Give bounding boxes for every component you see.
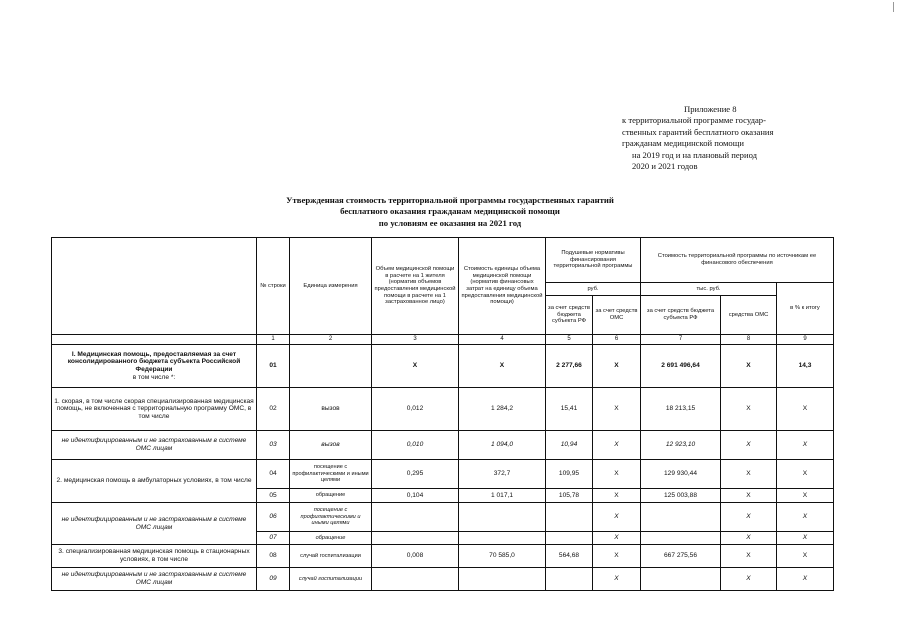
cost-table: [51, 237, 834, 591]
row-number: 02: [257, 388, 290, 431]
row-unit-cost: [459, 532, 546, 545]
row-volume: 0,012: [372, 388, 459, 431]
row-oms-rub: X: [593, 388, 641, 431]
row-unit-cost: 1 094,0: [459, 431, 546, 460]
row-oms-funds: X: [721, 532, 777, 545]
table-row: [52, 388, 834, 431]
row-percent: X: [777, 460, 834, 489]
header-row-number: № строки: [257, 238, 290, 335]
header-volume: Объем медицинской помощи в расчете на 1 жителя (норматив объемов предоставления медицинской помощи в расчете на 1 застрахованное лицо): [372, 238, 459, 335]
appendix-line: Приложение 8: [684, 104, 737, 114]
header-budget-rf: за счет средств бюджета субъекта РФ: [546, 296, 593, 335]
row-volume: [372, 532, 459, 545]
row-number: 03: [257, 431, 290, 460]
document-title: [230, 195, 670, 229]
column-number: 8: [721, 335, 777, 345]
row-budget-thousand: [641, 532, 721, 545]
row-percent: X: [777, 503, 834, 532]
row-volume: [372, 568, 459, 591]
row-budget-thousand: [641, 568, 721, 591]
row-unit-cost: [459, 503, 546, 532]
header-budget-rf-thousand: за счет средств бюджета субъекта РФ: [641, 296, 721, 335]
row-oms-funds: X: [721, 431, 777, 460]
row-number: 06: [257, 503, 290, 532]
row-number: 01: [257, 345, 290, 388]
row-budget-rub: 10,94: [546, 431, 593, 460]
row-budget-rub: 105,78: [546, 489, 593, 503]
row-number: 05: [257, 489, 290, 503]
row-oms-rub: X: [593, 431, 641, 460]
column-number: 6: [593, 335, 641, 345]
row-oms-rub: X: [593, 532, 641, 545]
row-oms-funds: X: [721, 545, 777, 568]
row-budget-thousand: 129 930,44: [641, 460, 721, 489]
row-name: не идентифицированным и не застрахованным в системе ОМС лицам: [52, 431, 257, 460]
column-number: 2: [290, 335, 372, 345]
row-percent: X: [777, 489, 834, 503]
row-percent: X: [777, 431, 834, 460]
title-line: бесплатного оказания гражданам медицинской помощи: [340, 206, 560, 217]
column-number: 4: [459, 335, 546, 345]
title-line: Утвержденная стоимость территориальной программы государственных гарантий: [286, 195, 614, 205]
row-name-cell: [52, 345, 257, 388]
row-unit: [290, 345, 372, 388]
row-budget-thousand: 125 003,88: [641, 489, 721, 503]
row-percent: X: [777, 545, 834, 568]
row-name: не идентифицированным и не застрахованным в системе ОМС лицам: [52, 568, 257, 591]
row-unit-cost: 372,7: [459, 460, 546, 489]
row-budget-thousand: [641, 503, 721, 532]
header-unit-rub: руб.: [546, 283, 641, 296]
row-unit: посещение с профилактическими и иными целями: [290, 503, 372, 532]
row-volume: 0,295: [372, 460, 459, 489]
row-oms-rub: X: [593, 545, 641, 568]
row-unit: обращение: [290, 532, 372, 545]
row-unit-cost: [459, 568, 546, 591]
row-budget-rub: 2 277,66: [546, 345, 593, 388]
row-oms-funds: X: [721, 568, 777, 591]
row-volume: 0,010: [372, 431, 459, 460]
row-percent: X: [777, 568, 834, 591]
row-oms-funds: X: [721, 388, 777, 431]
header-percent: в % к итогу: [777, 283, 834, 335]
appendix-note: [622, 104, 872, 172]
column-number: 3: [372, 335, 459, 345]
row-volume: [372, 503, 459, 532]
row-unit: обращение: [290, 489, 372, 503]
row-oms-funds: X: [721, 345, 777, 388]
row-number: 07: [257, 532, 290, 545]
row-volume: 0,008: [372, 545, 459, 568]
table-row: [52, 503, 834, 532]
row-oms-rub: X: [593, 503, 641, 532]
header-program-cost: Стоимость территориальной программы по источникам ее финансового обеспечения: [641, 238, 834, 283]
row-oms-rub: X: [593, 460, 641, 489]
column-number: 9: [777, 335, 834, 345]
row-percent: 14,3: [777, 345, 834, 388]
row-name-suffix: в том числе *:: [132, 373, 176, 381]
table-row: [52, 545, 834, 568]
header-blank-cell: [52, 238, 257, 335]
row-budget-thousand: 12 923,10: [641, 431, 721, 460]
row-name: не идентифицированным и не застрахованным в системе ОМС лицам: [52, 503, 257, 545]
column-number: 1: [257, 335, 290, 345]
row-oms-rub: X: [593, 489, 641, 503]
row-oms-funds: X: [721, 503, 777, 532]
row-number: 09: [257, 568, 290, 591]
header-oms-funds: средства ОМС: [721, 296, 777, 335]
row-name: 2. медицинская помощь в амбулаторных условиях, в том числе: [52, 460, 257, 503]
table-row: [52, 345, 834, 388]
header-oms: за счет средств ОМС: [593, 296, 641, 335]
row-budget-rub: [546, 503, 593, 532]
appendix-line: 2020 и 2021 годов: [632, 161, 698, 172]
row-name: 3. специализированная медицинская помощь в стационарных условиях, в том числе: [52, 545, 257, 568]
row-unit-cost: 1 284,2: [459, 388, 546, 431]
row-budget-rub: 15,41: [546, 388, 593, 431]
header-per-capita: Подушевые нормативы финансирования территориальной программы: [546, 238, 641, 283]
row-budget-rub: [546, 568, 593, 591]
page-edge-mark: [893, 2, 894, 12]
row-unit-cost: 1 017,1: [459, 489, 546, 503]
appendix-line: на 2019 год и на плановый период: [632, 149, 757, 160]
row-number: 08: [257, 545, 290, 568]
row-number: 04: [257, 460, 290, 489]
row-budget-thousand: 2 691 496,64: [641, 345, 721, 388]
header-unit-cost: Стоимость единицы объема медицинской помощи (норматив финансовых затрат на единицу объема предоставления медицинской помощи): [459, 238, 546, 335]
row-unit: случай госпитализации: [290, 545, 372, 568]
appendix-line: к территориальной программе государ-: [622, 115, 766, 126]
row-oms-rub: X: [593, 345, 641, 388]
row-percent: X: [777, 388, 834, 431]
table-row: [52, 431, 834, 460]
row-volume: 0,104: [372, 489, 459, 503]
column-number: 7: [641, 335, 721, 345]
row-name: I. Медицинская помощь, предоставляемая за счет консолидированного бюджета субъекта Российской Федерации: [67, 350, 241, 373]
row-unit: вызов: [290, 388, 372, 431]
row-oms-rub: X: [593, 568, 641, 591]
appendix-line: ственных гарантий бесплатного оказания: [622, 126, 774, 137]
row-unit: случай госпитализации: [290, 568, 372, 591]
row-unit-cost: 70 585,0: [459, 545, 546, 568]
row-name: 1. скорая, в том числе скорая специализированная медицинская помощь, не включенная с территориальную программу ОМС, в том числе: [52, 388, 257, 431]
row-budget-rub: 564,68: [546, 545, 593, 568]
row-oms-funds: X: [721, 489, 777, 503]
row-budget-rub: 109,95: [546, 460, 593, 489]
table-row: [52, 568, 834, 591]
column-number: 5: [546, 335, 593, 345]
row-budget-rub: [546, 532, 593, 545]
table-row: [52, 460, 834, 489]
column-number-blank: [52, 335, 257, 345]
row-budget-thousand: 667 275,56: [641, 545, 721, 568]
title-line: по условиям ее оказания на 2021 год: [378, 217, 522, 228]
row-unit: вызов: [290, 431, 372, 460]
row-budget-thousand: 18 213,15: [641, 388, 721, 431]
row-unit: посещение с профилактическими и иными целями: [290, 460, 372, 489]
header-unit: Единица измерения: [290, 238, 372, 335]
appendix-line: гражданам медицинской помощи: [622, 138, 744, 149]
row-unit-cost: X: [459, 345, 546, 388]
row-volume: X: [372, 345, 459, 388]
header-unit-thousand-rub: тыс. руб.: [641, 283, 777, 296]
row-oms-funds: X: [721, 460, 777, 489]
row-percent: X: [777, 532, 834, 545]
